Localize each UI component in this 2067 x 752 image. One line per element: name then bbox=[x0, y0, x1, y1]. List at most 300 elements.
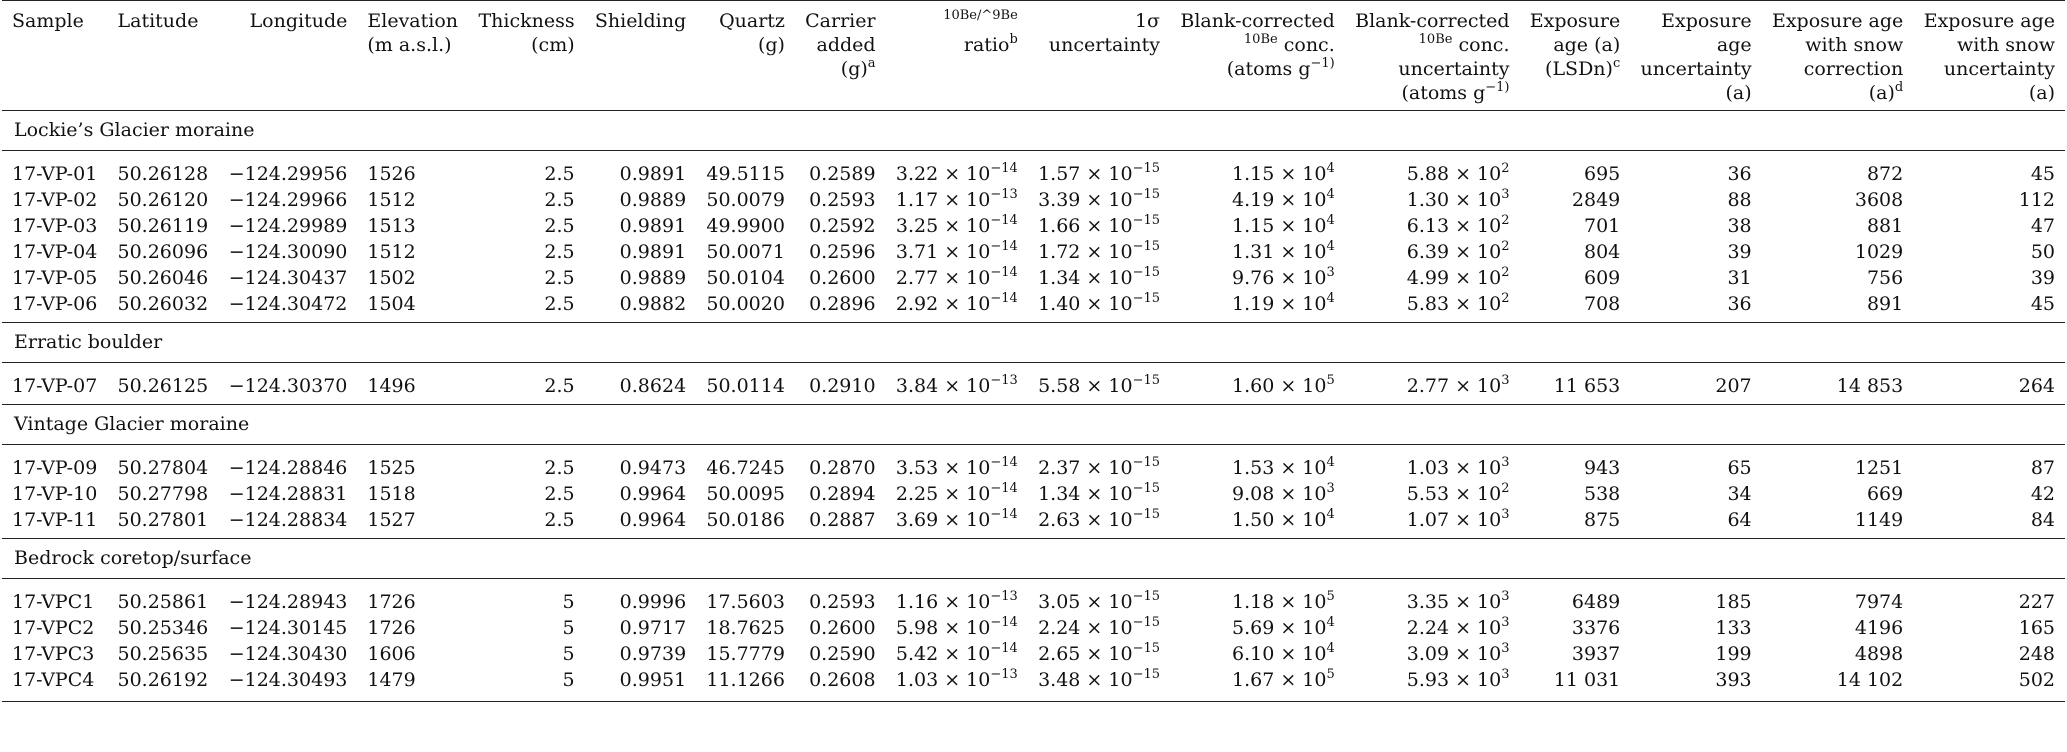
table-cell: 3937 bbox=[1571, 643, 1621, 665]
table-cell: 0.9473 bbox=[619, 457, 687, 479]
table-row bbox=[2, 291, 2065, 323]
group-header-row bbox=[2, 539, 2065, 579]
table-cell: 17-VPC2 bbox=[12, 617, 95, 639]
column-header bbox=[1170, 1, 1345, 111]
table-cell: 0.9889 bbox=[619, 267, 687, 289]
table-cell: 502 bbox=[1913, 667, 2065, 702]
table-cell: $1.40 \times 10^{-15}$ bbox=[1038, 291, 1160, 315]
table-row bbox=[2, 151, 2065, 188]
table-cell: −124.30437 bbox=[228, 267, 348, 289]
table-cell: 875 bbox=[1583, 509, 1621, 531]
table-cell: 0.9882 bbox=[619, 293, 687, 315]
table-cell: 17-VP-04 bbox=[12, 241, 98, 263]
table-cell: 50.26192 bbox=[108, 667, 219, 702]
table-cell: 49.9900 bbox=[706, 215, 785, 237]
table-row bbox=[2, 363, 2065, 405]
table-cell: 64 bbox=[1727, 509, 1752, 531]
table-row bbox=[2, 615, 2065, 641]
table-cell: 17-VP-02 bbox=[12, 189, 98, 211]
table-cell: 133 bbox=[1715, 617, 1752, 639]
table-cell: $1.34 \times 10^{-15}$ bbox=[1038, 481, 1160, 505]
table-cell: −124.29989 bbox=[228, 215, 348, 237]
table-row bbox=[2, 507, 2065, 539]
table-cell: 5 bbox=[468, 667, 584, 702]
table-cell: 1525 bbox=[367, 457, 416, 479]
column-header-line: uncertainty bbox=[1943, 58, 2055, 80]
table-cell: 0.2608 bbox=[795, 667, 886, 702]
table-cell: 17-VPC4 bbox=[2, 667, 108, 702]
table-cell: 0.9891 bbox=[619, 215, 687, 237]
table-cell: 0.9717 bbox=[619, 617, 687, 639]
column-header bbox=[2, 1, 108, 111]
column-header bbox=[1762, 1, 1914, 111]
table-cell: $3.35 \times 10^3$ bbox=[1406, 589, 1510, 613]
table-cell: $1.31 \times 10^4$ bbox=[1231, 239, 1335, 263]
table-cell: −124.30145 bbox=[228, 617, 348, 639]
table-cell: −124.29956 bbox=[228, 163, 348, 185]
table-cell: 0.2910 bbox=[809, 375, 876, 397]
table-cell: 2.5 bbox=[544, 457, 575, 479]
table-cell: 0.2894 bbox=[809, 483, 876, 505]
table-cell: 0.9739 bbox=[619, 643, 687, 665]
table-cell: 1502 bbox=[367, 267, 416, 289]
table-cell: 1149 bbox=[1854, 509, 1904, 531]
table-cell: 50.27804 bbox=[117, 457, 209, 479]
table-cell: $3.48 \times 10^{-15}$ bbox=[1028, 667, 1170, 702]
table-cell: $1.50 \times 10^4$ bbox=[1231, 507, 1335, 531]
table-cell: 50.26125 bbox=[117, 375, 209, 397]
column-header bbox=[468, 1, 584, 111]
table-cell: 11 031 bbox=[1520, 667, 1631, 702]
table-cell: $1.60 \times 10^5$ bbox=[1231, 373, 1335, 397]
table-cell: 0.2592 bbox=[809, 215, 876, 237]
table-cell: 2849 bbox=[1571, 189, 1621, 211]
table-cell: 881 bbox=[1866, 215, 1904, 237]
column-header-line: Shielding bbox=[594, 10, 687, 32]
table-cell: $9.08 \times 10^3$ bbox=[1231, 481, 1335, 505]
table-cell: $4.99 \times 10^2$ bbox=[1406, 265, 1510, 289]
table-cell: $2.77 \times 10^3$ bbox=[1406, 373, 1510, 397]
table-cell: 88 bbox=[1727, 189, 1752, 211]
column-header-line: with snow bbox=[1805, 34, 1904, 56]
table-cell: 2.5 bbox=[544, 189, 575, 211]
table-cell: 0.2600 bbox=[809, 267, 876, 289]
table-cell: 1496 bbox=[367, 375, 416, 397]
table-cell: 0.9964 bbox=[619, 509, 687, 531]
table-cell: 17-VP-07 bbox=[12, 375, 98, 397]
table-cell: $5.42 \times 10^{-14}$ bbox=[895, 641, 1018, 665]
column-header-line: Exposure bbox=[1661, 10, 1752, 32]
column-header-line: Longitude bbox=[249, 10, 348, 32]
table-cell: 39 bbox=[2030, 267, 2055, 289]
table-cell: 0.9951 bbox=[585, 667, 697, 702]
table-cell: 84 bbox=[2030, 509, 2055, 531]
column-header-line: Exposure bbox=[1529, 10, 1621, 32]
table-cell: 0.2593 bbox=[809, 591, 876, 613]
table-cell: 39 bbox=[1727, 241, 1752, 263]
table-cell: 1251 bbox=[1854, 457, 1904, 479]
table-cell: 3608 bbox=[1854, 189, 1904, 211]
table-cell: 0.8624 bbox=[619, 375, 687, 397]
table-cell: $2.92 \times 10^{-14}$ bbox=[895, 291, 1018, 315]
table-cell: 609 bbox=[1583, 267, 1621, 289]
table-cell: 2.5 bbox=[544, 375, 575, 397]
column-header-line: Blank-corrected bbox=[1355, 10, 1510, 32]
column-header-line: uncertainty bbox=[1048, 34, 1160, 56]
table-cell: 0.2590 bbox=[809, 643, 876, 665]
table-cell: 5 bbox=[562, 617, 575, 639]
column-header-line: (cm) bbox=[531, 34, 575, 56]
table-cell: $1.66 \times 10^{-15}$ bbox=[1038, 213, 1160, 237]
table-cell: $3.09 \times 10^3$ bbox=[1406, 641, 1510, 665]
table-cell: 36 bbox=[1727, 163, 1752, 185]
table-cell: $2.24 \times 10^3$ bbox=[1406, 615, 1510, 639]
column-header bbox=[585, 1, 697, 111]
table-cell: 1726 bbox=[367, 617, 416, 639]
group-title: Lockie’s Glacier moraine bbox=[2, 111, 2065, 151]
table-cell: 49.5115 bbox=[706, 163, 785, 185]
column-header bbox=[1345, 1, 1520, 111]
table-cell: 50.0020 bbox=[706, 293, 785, 315]
column-header-line: with snow bbox=[1957, 34, 2055, 56]
table-cell: $5.93 \times 10^3$ bbox=[1345, 667, 1520, 702]
column-header bbox=[1913, 1, 2065, 111]
results-table bbox=[2, 0, 2065, 702]
table-cell: 17-VPC1 bbox=[12, 591, 95, 613]
table-cell: 18.7625 bbox=[706, 617, 785, 639]
table-cell: $6.10 \times 10^4$ bbox=[1231, 641, 1335, 665]
column-header-line: (atoms $g^{-1)}$ bbox=[1226, 56, 1335, 80]
table-cell: $1.16 \times 10^{-13}$ bbox=[895, 589, 1018, 613]
table-cell: 17-VPC3 bbox=[12, 643, 95, 665]
column-header-line: $^{10Be}$ conc. bbox=[1418, 32, 1510, 56]
column-header-line: age bbox=[1716, 34, 1752, 56]
table-cell: $1.72 \times 10^{-15}$ bbox=[1038, 239, 1160, 263]
table-cell: $3.25 \times 10^{-14}$ bbox=[895, 213, 1018, 237]
table-cell: $5.98 \times 10^{-14}$ bbox=[895, 615, 1018, 639]
table-cell: 0.9891 bbox=[619, 163, 687, 185]
table-cell: 393 bbox=[1630, 667, 1761, 702]
table-cell: 50.0095 bbox=[706, 483, 785, 505]
table-cell: 50.0079 bbox=[706, 189, 785, 211]
table-cell: $5.88 \times 10^2$ bbox=[1406, 161, 1510, 185]
column-header-line: (a) bbox=[2028, 82, 2055, 104]
table-cell: $1.57 \times 10^{-15}$ bbox=[1038, 161, 1160, 185]
table-row bbox=[2, 213, 2065, 239]
table-cell: 50.27798 bbox=[117, 483, 209, 505]
table-cell: 50.26120 bbox=[117, 189, 209, 211]
table-cell: 701 bbox=[1583, 215, 1621, 237]
table-cell: 1526 bbox=[367, 163, 416, 185]
table-cell: 4898 bbox=[1854, 643, 1904, 665]
table-cell: $3.53 \times 10^{-14}$ bbox=[895, 455, 1018, 479]
table-cell: 17-VP-09 bbox=[12, 457, 98, 479]
table-cell: 50.0186 bbox=[706, 509, 785, 531]
table-cell: 1513 bbox=[367, 215, 416, 237]
table-cell: 872 bbox=[1866, 163, 1904, 185]
table-cell: $1.30 \times 10^3$ bbox=[1406, 187, 1510, 211]
column-header-line: (g) bbox=[757, 34, 785, 56]
table-cell: 17-VP-06 bbox=[12, 293, 98, 315]
column-header-line: Exposure age bbox=[1923, 10, 2055, 32]
table-cell: 1479 bbox=[357, 667, 468, 702]
table-cell: 50.27801 bbox=[117, 509, 209, 531]
column-header-line: 1σ bbox=[1134, 10, 1160, 32]
table-cell: 50.25635 bbox=[117, 643, 209, 665]
column-header-line: $(a)^d$ bbox=[1868, 80, 1904, 104]
table-cell: 87 bbox=[2030, 457, 2055, 479]
column-header-line: correction bbox=[1803, 58, 1904, 80]
table-cell: −124.30493 bbox=[218, 667, 357, 702]
table-cell: −124.29966 bbox=[228, 189, 348, 211]
table-cell: 248 bbox=[2018, 643, 2055, 665]
table-cell: −124.30370 bbox=[228, 375, 348, 397]
table-row bbox=[2, 265, 2065, 291]
table-cell: 2.5 bbox=[544, 267, 575, 289]
table-cell: 45 bbox=[2030, 293, 2055, 315]
table-cell: 1606 bbox=[367, 643, 416, 665]
table-cell: 15.7779 bbox=[706, 643, 785, 665]
table-cell: −124.30472 bbox=[228, 293, 348, 315]
table-cell: 0.2870 bbox=[809, 457, 876, 479]
column-header-line: uncertainty bbox=[1398, 58, 1510, 80]
table-cell: 112 bbox=[2018, 189, 2055, 211]
table-cell: 45 bbox=[2030, 163, 2055, 185]
table-cell: $9.76 \times 10^3$ bbox=[1231, 265, 1335, 289]
table-cell: $3.05 \times 10^{-15}$ bbox=[1038, 589, 1160, 613]
table-cell: 2.5 bbox=[544, 215, 575, 237]
column-header-line: (m a.s.l.) bbox=[367, 34, 452, 56]
group-title: Vintage Glacier moraine bbox=[2, 405, 2065, 445]
column-header-line: Elevation bbox=[367, 10, 459, 32]
column-header bbox=[357, 1, 468, 111]
table-cell: 0.2596 bbox=[809, 241, 876, 263]
table-cell: 756 bbox=[1866, 267, 1904, 289]
column-header-line: 10Be/^9Be bbox=[943, 8, 1018, 23]
table-cell: 3376 bbox=[1571, 617, 1621, 639]
table-cell: 708 bbox=[1583, 293, 1621, 315]
table-row bbox=[2, 641, 2065, 667]
table-cell: −124.30090 bbox=[228, 241, 348, 263]
table-cell: $1.03 \times 10^3$ bbox=[1406, 455, 1510, 479]
table-cell: 2.5 bbox=[544, 241, 575, 263]
column-header-line: $^{10Be}$ conc. bbox=[1243, 32, 1335, 56]
table-cell: 2.5 bbox=[544, 293, 575, 315]
table-cell: 14 102 bbox=[1762, 667, 1914, 702]
table-cell: $5.83 \times 10^2$ bbox=[1406, 291, 1510, 315]
table-cell: $3.22 \times 10^{-14}$ bbox=[895, 161, 1018, 185]
table-row bbox=[2, 445, 2065, 482]
column-header-line: Latitude bbox=[117, 10, 199, 32]
table-cell: 185 bbox=[1715, 591, 1752, 613]
table-cell: $1.15 \times 10^4$ bbox=[1231, 213, 1335, 237]
table-cell: 50.0104 bbox=[706, 267, 785, 289]
table-row bbox=[2, 187, 2065, 213]
group-header-row bbox=[2, 405, 2065, 445]
column-header-line: (a) bbox=[1725, 82, 1752, 104]
table-cell: 1518 bbox=[367, 483, 416, 505]
table-cell: −124.28831 bbox=[228, 483, 348, 505]
table-cell: 1512 bbox=[367, 241, 416, 263]
table-cell: 669 bbox=[1866, 483, 1904, 505]
column-header-line: Sample bbox=[12, 10, 84, 32]
table-cell: $1.15 \times 10^4$ bbox=[1231, 161, 1335, 185]
table-cell: 14 853 bbox=[1836, 375, 1904, 397]
table-cell: 31 bbox=[1727, 267, 1752, 289]
table-cell: 199 bbox=[1715, 643, 1752, 665]
table-cell: 165 bbox=[2018, 617, 2055, 639]
column-header-line: Blank-corrected bbox=[1180, 10, 1335, 32]
table-cell: 2.5 bbox=[544, 483, 575, 505]
table-cell: 42 bbox=[2030, 483, 2055, 505]
column-header bbox=[886, 1, 1028, 111]
table-cell: 50 bbox=[2030, 241, 2055, 263]
group-header-row bbox=[2, 323, 2065, 363]
group-header-row bbox=[2, 111, 2065, 151]
table-cell: 0.9996 bbox=[619, 591, 687, 613]
table-cell: 11 653 bbox=[1553, 375, 1621, 397]
table-cell: $1.18 \times 10^5$ bbox=[1231, 589, 1335, 613]
table-cell: 17-VP-05 bbox=[12, 267, 98, 289]
table-cell: 7974 bbox=[1854, 591, 1904, 613]
column-header-line: Exposure age bbox=[1771, 10, 1904, 32]
table-cell: 50.25346 bbox=[117, 617, 209, 639]
table-cell: 65 bbox=[1727, 457, 1752, 479]
table-cell: $6.13 \times 10^2$ bbox=[1406, 213, 1510, 237]
table-cell: $5.58 \times 10^{-15}$ bbox=[1038, 373, 1160, 397]
table-cell: 6489 bbox=[1571, 591, 1621, 613]
table-cell: 50.26119 bbox=[117, 215, 209, 237]
table-cell: $1.67 \times 10^5$ bbox=[1170, 667, 1345, 702]
table-cell: 0.2589 bbox=[809, 163, 876, 185]
table-cell: 1512 bbox=[367, 189, 416, 211]
table-cell: 0.9964 bbox=[619, 483, 687, 505]
table-cell: $1.17 \times 10^{-13}$ bbox=[895, 187, 1018, 211]
table-cell: 17-VP-01 bbox=[12, 163, 98, 185]
table-cell: 50.26046 bbox=[117, 267, 209, 289]
column-header-line: age (a) bbox=[1553, 34, 1621, 56]
table-cell: 11.1266 bbox=[696, 667, 795, 702]
table-cell: $3.39 \times 10^{-15}$ bbox=[1038, 187, 1160, 211]
table-cell: 17-VP-03 bbox=[12, 215, 98, 237]
column-header-line: Quartz bbox=[719, 10, 785, 32]
table-cell: 0.2593 bbox=[809, 189, 876, 211]
table-cell: $1.07 \times 10^3$ bbox=[1406, 507, 1510, 531]
table-row bbox=[2, 239, 2065, 265]
table-cell: 695 bbox=[1583, 163, 1621, 185]
header-row bbox=[2, 1, 2065, 111]
table-cell: 538 bbox=[1583, 483, 1621, 505]
table-cell: 2.5 bbox=[544, 163, 575, 185]
table-cell: 0.2887 bbox=[809, 509, 876, 531]
table-cell: 207 bbox=[1715, 375, 1752, 397]
table-cell: 1504 bbox=[367, 293, 416, 315]
table-cell: 50.26128 bbox=[117, 163, 209, 185]
column-header bbox=[795, 1, 886, 111]
table-cell: $2.25 \times 10^{-14}$ bbox=[895, 481, 1018, 505]
table-cell: 50.26096 bbox=[117, 241, 209, 263]
table-cell: $1.34 \times 10^{-15}$ bbox=[1038, 265, 1160, 289]
table-cell: 1726 bbox=[367, 591, 416, 613]
table-cell: $6.39 \times 10^2$ bbox=[1406, 239, 1510, 263]
column-header bbox=[1520, 1, 1631, 111]
group-title: Bedrock coretop/surface bbox=[2, 539, 2065, 579]
table-cell: 5 bbox=[562, 591, 575, 613]
table-cell: 1527 bbox=[367, 509, 416, 531]
column-header bbox=[108, 1, 219, 111]
table-body bbox=[2, 111, 2065, 702]
table-cell: $4.19 \times 10^4$ bbox=[1231, 187, 1335, 211]
table-cell: 943 bbox=[1583, 457, 1621, 479]
table-cell: 5 bbox=[562, 643, 575, 665]
table-cell: $2.63 \times 10^{-15}$ bbox=[1038, 507, 1160, 531]
table-cell: 50.0071 bbox=[706, 241, 785, 263]
table-cell: 227 bbox=[2018, 591, 2055, 613]
column-header bbox=[218, 1, 357, 111]
column-header bbox=[1630, 1, 1761, 111]
table-cell: 0.2600 bbox=[809, 617, 876, 639]
table-cell: $3.84 \times 10^{-13}$ bbox=[895, 373, 1018, 397]
column-header-line: added bbox=[816, 34, 876, 56]
table-cell: $2.24 \times 10^{-15}$ bbox=[1038, 615, 1160, 639]
table-cell: −124.28834 bbox=[228, 509, 348, 531]
table-cell: 804 bbox=[1583, 241, 1621, 263]
table-cell: 36 bbox=[1727, 293, 1752, 315]
table-cell: −124.30430 bbox=[228, 643, 348, 665]
table-cell: $1.19 \times 10^4$ bbox=[1231, 291, 1335, 315]
column-header-line: $(g)^a$ bbox=[840, 56, 876, 80]
table-cell: $3.71 \times 10^{-14}$ bbox=[895, 239, 1018, 263]
table-row bbox=[2, 667, 2065, 702]
table-cell: 264 bbox=[2018, 375, 2055, 397]
table-cell: 17.5603 bbox=[706, 591, 785, 613]
table-cell: 17-VP-10 bbox=[12, 483, 98, 505]
table-cell: $5.53 \times 10^2$ bbox=[1406, 481, 1510, 505]
table-cell: 4196 bbox=[1854, 617, 1904, 639]
table-cell: 17-VP-11 bbox=[12, 509, 98, 531]
table-cell: 0.2896 bbox=[809, 293, 876, 315]
column-header bbox=[1028, 1, 1170, 111]
table-cell: 50.26032 bbox=[117, 293, 209, 315]
column-header bbox=[696, 1, 795, 111]
table-cell: 46.7245 bbox=[706, 457, 785, 479]
table-cell: 1029 bbox=[1854, 241, 1904, 263]
table-cell: $1.03 \times 10^{-13}$ bbox=[886, 667, 1028, 702]
column-header-line: Carrier bbox=[805, 10, 876, 32]
table-cell: 891 bbox=[1866, 293, 1904, 315]
table-cell: −124.28943 bbox=[228, 591, 348, 613]
table-cell: −124.28846 bbox=[228, 457, 348, 479]
table-cell: $2.65 \times 10^{-15}$ bbox=[1038, 641, 1160, 665]
table-cell: $2.37 \times 10^{-15}$ bbox=[1038, 455, 1160, 479]
table-cell: $3.69 \times 10^{-14}$ bbox=[895, 507, 1018, 531]
table-cell: $2.77 \times 10^{-14}$ bbox=[895, 265, 1018, 289]
table-cell: 50.0114 bbox=[706, 375, 785, 397]
table-cell: 50.25861 bbox=[117, 591, 209, 613]
table-cell: 47 bbox=[2030, 215, 2055, 237]
column-header-line: ratio$^b$ bbox=[963, 32, 1018, 56]
column-header-line: (atoms $g^{-1)}$ bbox=[1401, 80, 1510, 104]
table-cell: $5.69 \times 10^4$ bbox=[1231, 615, 1335, 639]
table-cell: 0.9889 bbox=[619, 189, 687, 211]
table-cell: $1.53 \times 10^4$ bbox=[1231, 455, 1335, 479]
table-cell: 34 bbox=[1727, 483, 1752, 505]
table-cell: 38 bbox=[1727, 215, 1752, 237]
table-row bbox=[2, 579, 2065, 616]
column-header-line: Thickness bbox=[478, 10, 575, 32]
column-header-line: (LSDn)$^c$ bbox=[1545, 56, 1621, 80]
table-cell: 2.5 bbox=[544, 509, 575, 531]
